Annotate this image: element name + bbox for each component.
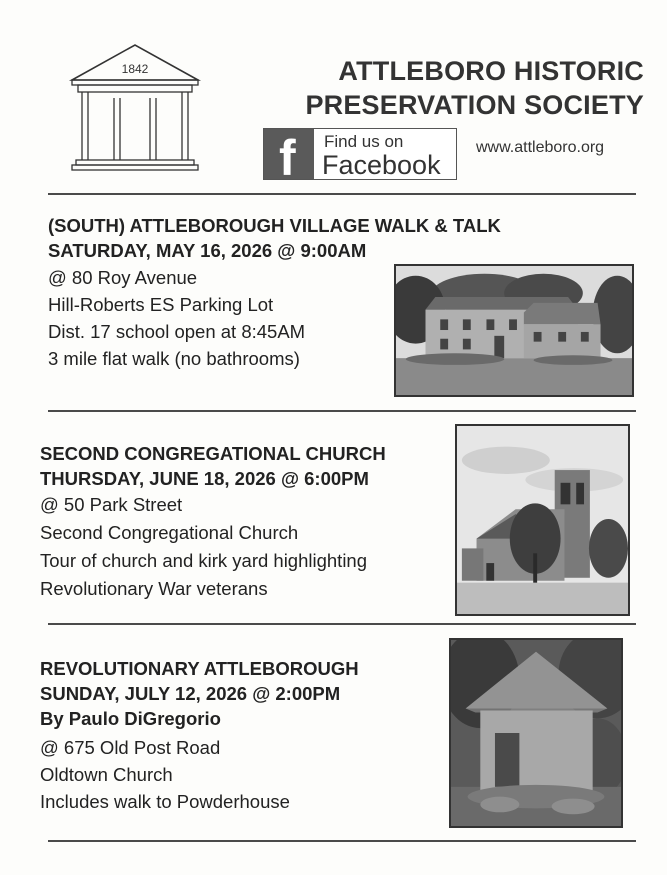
section-divider bbox=[48, 623, 636, 625]
event3-detail: Includes walk to Powderhouse bbox=[40, 791, 290, 812]
facebook-f-icon: f bbox=[264, 129, 314, 179]
event1-detail: 3 mile flat walk (no bathrooms) bbox=[48, 348, 300, 369]
powderhouse-photo bbox=[449, 638, 623, 828]
event2-detail: Second Congregational Church bbox=[40, 522, 299, 543]
event1-date: SATURDAY, MAY 16, 2026 @ 9:00AM bbox=[48, 240, 367, 261]
facebook-brand-text: Facebook bbox=[322, 150, 441, 180]
event1-detail: @ 80 Roy Avenue bbox=[48, 267, 198, 288]
logo-year: 1842 bbox=[121, 62, 149, 76]
event1-detail: Hill-Roberts ES Parking Lot bbox=[48, 294, 274, 315]
event2-detail: Revolutionary War veterans bbox=[40, 578, 268, 599]
header-divider bbox=[48, 193, 636, 195]
organization-title bbox=[258, 54, 644, 122]
event2-title-line1: SECOND CONGREGATIONAL CHURCH bbox=[40, 443, 386, 464]
event2-detail: @ 50 Park Street bbox=[40, 494, 183, 515]
event3-detail: Oldtown Church bbox=[40, 764, 173, 785]
society-logo bbox=[66, 42, 204, 172]
event3-speaker: By Paulo DiGregorio bbox=[40, 708, 221, 729]
facebook-badge[interactable] bbox=[263, 128, 457, 186]
org-title-line2: PRESERVATION SOCIETY bbox=[305, 90, 644, 120]
event3-title bbox=[40, 656, 450, 731]
facebook-find-text: Find us on bbox=[324, 132, 404, 151]
colonial-house-photo bbox=[394, 264, 634, 397]
event1-title-line1: (SOUTH) ATTLEBOROUGH VILLAGE WALK & TALK bbox=[48, 215, 501, 236]
event3-title-line1: REVOLUTIONARY ATTLEBOROUGH bbox=[40, 658, 359, 679]
org-title-line1: ATTLEBORO HISTORIC bbox=[338, 56, 644, 86]
event3-detail: @ 675 Old Post Road bbox=[40, 737, 221, 758]
event2-date: THURSDAY, JUNE 18, 2026 @ 6:00PM bbox=[40, 468, 369, 489]
event3-date: SUNDAY, JULY 12, 2026 @ 2:00PM bbox=[40, 683, 341, 704]
event2-title bbox=[40, 441, 455, 491]
event1-detail: Dist. 17 school open at 8:45AM bbox=[48, 321, 306, 342]
section-divider bbox=[48, 410, 636, 412]
stone-church-photo bbox=[455, 424, 630, 616]
event2-detail: Tour of church and kirk yard highlighting bbox=[40, 550, 368, 571]
event1-title bbox=[48, 213, 648, 263]
website-link[interactable]: www.attleboro.org bbox=[476, 139, 605, 156]
footer-divider bbox=[48, 840, 636, 842]
